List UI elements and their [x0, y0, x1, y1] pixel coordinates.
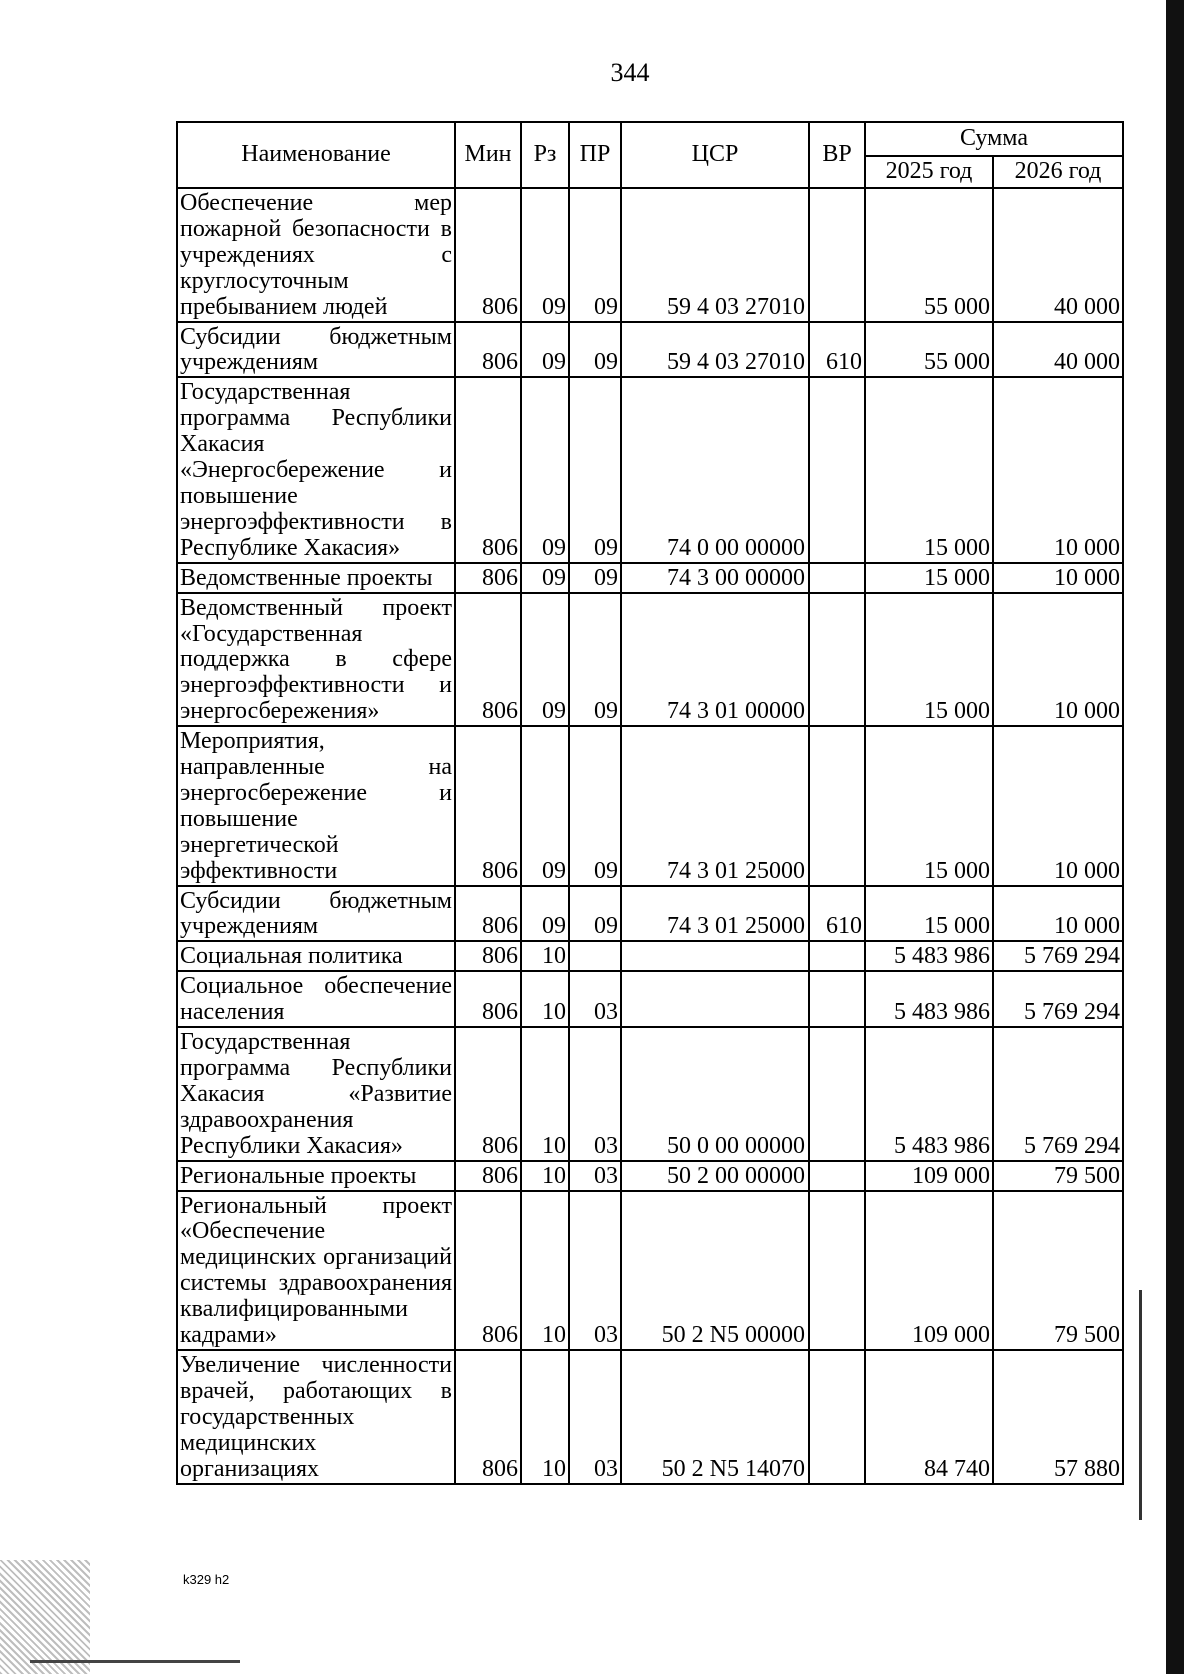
header-year-2026: 2026 год — [993, 156, 1123, 188]
cell-name: Мероприятия, направленные на энергосбережение и повышение энергетической эффективности — [177, 726, 455, 885]
cell-name: Государственная программа Республики Хакасия «Энергосбережение и повышение энергоэффективности в Республике Хакасия» — [177, 377, 455, 562]
table-row — [177, 563, 1123, 593]
cell-name: Государственная программа Республики Хакасия «Развитие здравоохранения Республики Хакасия» — [177, 1027, 455, 1161]
cell-2025: 15 000 — [865, 593, 993, 727]
header-min: Мин — [455, 122, 521, 188]
cell-vr — [809, 1027, 865, 1161]
cell-vr: 610 — [809, 322, 865, 378]
cell-2026: 40 000 — [993, 188, 1123, 322]
scan-edge-line — [1139, 1290, 1142, 1520]
cell-csr: 59 4 03 27010 — [621, 188, 809, 322]
cell-csr: 50 0 00 00000 — [621, 1027, 809, 1161]
cell-min: 806 — [455, 1191, 521, 1350]
cell-2026: 79 500 — [993, 1161, 1123, 1191]
cell-vr — [809, 941, 865, 971]
cell-2025: 5 483 986 — [865, 1027, 993, 1161]
cell-2025: 109 000 — [865, 1191, 993, 1350]
cell-pr: 09 — [569, 726, 621, 885]
cell-name: Субсидии бюджетным учреждениям — [177, 322, 455, 378]
cell-csr: 50 2 N5 00000 — [621, 1191, 809, 1350]
cell-2025: 55 000 — [865, 322, 993, 378]
cell-vr — [809, 726, 865, 885]
page-number: 344 — [610, 58, 650, 87]
cell-pr: 09 — [569, 563, 621, 593]
cell-csr: 74 3 01 25000 — [621, 886, 809, 942]
header-name: Наименование — [177, 122, 455, 188]
cell-min: 806 — [455, 726, 521, 885]
cell-csr: 50 2 00 00000 — [621, 1161, 809, 1191]
header-pr: ПР — [569, 122, 621, 188]
cell-name: Увеличение численности врачей, работающих в государственных медицинских организациях — [177, 1350, 455, 1484]
cell-rz: 10 — [521, 1161, 569, 1191]
scan-noise — [0, 1560, 90, 1674]
cell-rz: 09 — [521, 886, 569, 942]
cell-csr: 50 2 N5 14070 — [621, 1350, 809, 1484]
cell-pr: 03 — [569, 1161, 621, 1191]
cell-vr — [809, 1161, 865, 1191]
cell-pr: 03 — [569, 971, 621, 1027]
header-rz: Рз — [521, 122, 569, 188]
cell-name: Региональные проекты — [177, 1161, 455, 1191]
scan-edge-line-bottom — [30, 1660, 240, 1663]
cell-2026: 5 769 294 — [993, 1027, 1123, 1161]
cell-2025: 15 000 — [865, 886, 993, 942]
cell-pr: 09 — [569, 322, 621, 378]
cell-vr — [809, 1191, 865, 1350]
cell-pr: 03 — [569, 1027, 621, 1161]
cell-2026: 10 000 — [993, 377, 1123, 562]
table-row — [177, 377, 1123, 562]
cell-csr — [621, 971, 809, 1027]
cell-2025: 109 000 — [865, 1161, 993, 1191]
cell-2026: 5 769 294 — [993, 941, 1123, 971]
table-row — [177, 941, 1123, 971]
cell-min: 806 — [455, 1027, 521, 1161]
cell-min: 806 — [455, 971, 521, 1027]
cell-rz: 10 — [521, 1027, 569, 1161]
cell-rz: 10 — [521, 971, 569, 1027]
table-row — [177, 322, 1123, 378]
cell-2025: 15 000 — [865, 563, 993, 593]
table-header — [177, 122, 1123, 188]
table-row — [177, 593, 1123, 727]
header-sum: Сумма — [865, 122, 1123, 156]
cell-2025: 84 740 — [865, 1350, 993, 1484]
cell-min: 806 — [455, 593, 521, 727]
cell-csr — [621, 941, 809, 971]
header-csr: ЦСР — [621, 122, 809, 188]
scan-edge-shadow — [1166, 0, 1184, 1674]
table-row — [177, 1161, 1123, 1191]
cell-name: Ведомственный проект «Государственная поддержка в сфере энергоэффективности и энергосбережения» — [177, 593, 455, 727]
cell-2025: 5 483 986 — [865, 971, 993, 1027]
cell-2026: 57 880 — [993, 1350, 1123, 1484]
cell-pr — [569, 941, 621, 971]
cell-vr — [809, 593, 865, 727]
cell-csr: 74 3 00 00000 — [621, 563, 809, 593]
cell-min: 806 — [455, 941, 521, 971]
cell-vr — [809, 188, 865, 322]
cell-name: Социальная политика — [177, 941, 455, 971]
cell-name: Ведомственные проекты — [177, 563, 455, 593]
table-row — [177, 886, 1123, 942]
table-row — [177, 1350, 1123, 1484]
cell-rz: 09 — [521, 322, 569, 378]
header-year-2025: 2025 год — [865, 156, 993, 188]
footer-code: k329 h2 — [183, 1572, 230, 1587]
cell-min: 806 — [455, 322, 521, 378]
cell-name: Социальное обеспечение населения — [177, 971, 455, 1027]
cell-2025: 15 000 — [865, 726, 993, 885]
cell-min: 806 — [455, 1350, 521, 1484]
cell-pr: 09 — [569, 886, 621, 942]
cell-2026: 10 000 — [993, 726, 1123, 885]
cell-name: Региональный проект «Обеспечение медицинских организаций системы здравоохранения квалифицированными кадрами» — [177, 1191, 455, 1350]
cell-vr — [809, 563, 865, 593]
table-row — [177, 1191, 1123, 1350]
cell-pr: 03 — [569, 1350, 621, 1484]
cell-csr: 74 3 01 25000 — [621, 726, 809, 885]
cell-vr — [809, 377, 865, 562]
cell-rz: 09 — [521, 188, 569, 322]
header-vr: ВР — [809, 122, 865, 188]
table-row — [177, 188, 1123, 322]
cell-rz: 09 — [521, 377, 569, 562]
cell-rz: 09 — [521, 593, 569, 727]
cell-rz: 10 — [521, 1191, 569, 1350]
cell-2026: 5 769 294 — [993, 971, 1123, 1027]
cell-rz: 09 — [521, 726, 569, 885]
cell-2026: 79 500 — [993, 1191, 1123, 1350]
cell-vr — [809, 1350, 865, 1484]
cell-pr: 03 — [569, 1191, 621, 1350]
cell-min: 806 — [455, 377, 521, 562]
cell-2026: 10 000 — [993, 563, 1123, 593]
cell-pr: 09 — [569, 593, 621, 727]
cell-2025: 15 000 — [865, 377, 993, 562]
budget-table — [176, 121, 1124, 1485]
cell-2026: 10 000 — [993, 886, 1123, 942]
cell-name: Субсидии бюджетным учреждениям — [177, 886, 455, 942]
cell-name: Обеспечение мер пожарной безопасности в учреждениях с круглосуточным пребыванием людей — [177, 188, 455, 322]
cell-2026: 10 000 — [993, 593, 1123, 727]
cell-rz: 09 — [521, 563, 569, 593]
cell-pr: 09 — [569, 377, 621, 562]
table-row — [177, 1027, 1123, 1161]
cell-2026: 40 000 — [993, 322, 1123, 378]
table-body — [177, 188, 1123, 1484]
cell-min: 806 — [455, 188, 521, 322]
cell-min: 806 — [455, 886, 521, 942]
cell-2025: 5 483 986 — [865, 941, 993, 971]
cell-vr — [809, 971, 865, 1027]
cell-rz: 10 — [521, 941, 569, 971]
cell-csr: 74 3 01 00000 — [621, 593, 809, 727]
cell-min: 806 — [455, 1161, 521, 1191]
cell-2025: 55 000 — [865, 188, 993, 322]
cell-vr: 610 — [809, 886, 865, 942]
table-row — [177, 971, 1123, 1027]
cell-csr: 74 0 00 00000 — [621, 377, 809, 562]
cell-min: 806 — [455, 563, 521, 593]
cell-pr: 09 — [569, 188, 621, 322]
table-row — [177, 726, 1123, 885]
cell-csr: 59 4 03 27010 — [621, 322, 809, 378]
cell-rz: 10 — [521, 1350, 569, 1484]
